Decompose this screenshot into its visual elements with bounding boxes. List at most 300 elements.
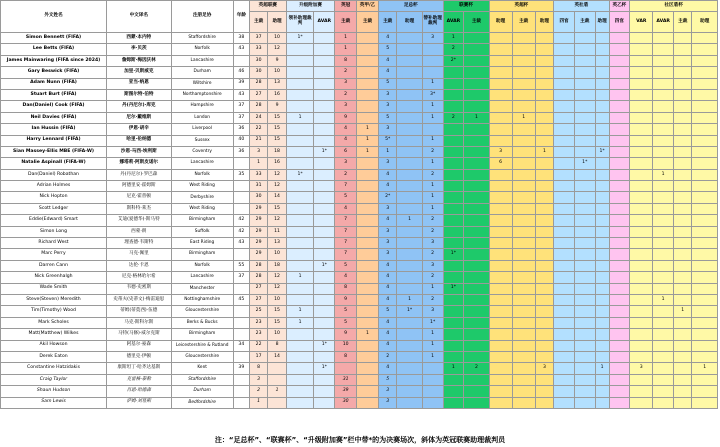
stat-cell: 3 (378, 124, 396, 135)
stat-cell (674, 89, 692, 100)
stat-cell (464, 124, 489, 135)
stat-cell (286, 386, 314, 397)
stat-cell: 28 (249, 101, 267, 112)
role-header: 助理 (268, 12, 286, 33)
stat-cell: 17 (249, 351, 267, 362)
stat-cell (554, 44, 575, 55)
stat-cell (512, 283, 535, 294)
role-header: 助理 (397, 12, 422, 33)
stat-cell: 1 (422, 340, 443, 351)
stat-cell: 18 (268, 260, 286, 271)
stat-cell (630, 317, 653, 328)
stat-cell (357, 192, 379, 203)
stat-cell (314, 317, 335, 328)
stat-cell (443, 272, 464, 283)
stat-cell (397, 249, 422, 260)
stat-cell (512, 272, 535, 283)
stat-cell: 29 (249, 249, 267, 260)
stat-cell: 33 (249, 169, 267, 180)
stat-cell (692, 238, 718, 249)
stat-cell (554, 55, 575, 66)
age: 37 (233, 112, 249, 123)
chinese-name: 韦德·史密斯 (107, 283, 172, 294)
stat-cell (574, 317, 595, 328)
stat-cell (422, 386, 443, 397)
stat-cell (574, 340, 595, 351)
stat-cell: 4 (378, 181, 396, 192)
county: Berks & Bucks (171, 317, 233, 328)
stat-cell (286, 397, 314, 408)
stat-cell (535, 192, 553, 203)
stat-cell (692, 78, 718, 89)
stat-cell (397, 226, 422, 237)
stat-cell (443, 215, 464, 226)
stat-cell (535, 351, 553, 362)
stat-cell (630, 260, 653, 271)
stat-cell (314, 55, 335, 66)
stat-cell: 28 (249, 78, 267, 89)
chinese-name: 丹(丹尼尔)·库克 (107, 101, 172, 112)
stat-cell (535, 306, 553, 317)
stat-cell (609, 317, 630, 328)
referee-name: Ian Hussin (FIFA) (1, 124, 107, 135)
stat-cell: 4 (335, 203, 357, 214)
stat-cell (314, 215, 335, 226)
county: West Riding (171, 203, 233, 214)
stat-cell (357, 101, 379, 112)
stat-cell (357, 158, 379, 169)
stat-cell (674, 260, 692, 271)
stat-cell (609, 386, 630, 397)
stat-cell: 3 (378, 386, 396, 397)
stat-cell (464, 397, 489, 408)
stat-cell (574, 260, 595, 271)
stat-cell: 3 (378, 226, 396, 237)
stat-cell (595, 238, 609, 249)
county: Lancashire (171, 158, 233, 169)
stat-cell (397, 363, 422, 374)
stat-cell (357, 203, 379, 214)
chinese-name: 艾迪(爱德华)·斯马特 (107, 215, 172, 226)
stat-cell (464, 294, 489, 305)
role-header: AVAR (653, 12, 674, 33)
stat-cell: 29 (249, 226, 267, 237)
stat-cell (574, 351, 595, 362)
stat-cell: 25 (249, 306, 267, 317)
stat-cell: 4 (378, 33, 396, 44)
stat-cell: 5* (378, 135, 396, 146)
referee-name: Derek Eaton (1, 351, 107, 362)
stat-cell (692, 192, 718, 203)
table-row (1, 67, 718, 78)
referee-name: Adam Nunn (FIFA) (1, 78, 107, 89)
stat-cell: 1 (286, 317, 314, 328)
stat-cell (692, 89, 718, 100)
role-header: 助理 (692, 12, 718, 33)
stat-cell: 28 (249, 260, 267, 271)
age (233, 306, 249, 317)
stat-cell (314, 78, 335, 89)
age: 37 (233, 272, 249, 283)
stat-cell (512, 203, 535, 214)
stat-cell (314, 158, 335, 169)
stat-cell: 1 (443, 33, 464, 44)
stat-cell: 11 (268, 226, 286, 237)
referee-name: Marc Perry (1, 249, 107, 260)
stat-cell: 1 (286, 272, 314, 283)
stat-cell: 4 (378, 283, 396, 294)
stat-cell (630, 124, 653, 135)
stat-cell (609, 363, 630, 374)
stat-cell (595, 112, 609, 123)
stat-cell (574, 363, 595, 374)
stat-cell (535, 249, 553, 260)
role-header: VAR (630, 12, 653, 33)
stat-cell (443, 89, 464, 100)
age: 42 (233, 226, 249, 237)
stat-cell (595, 317, 609, 328)
stat-cell (574, 192, 595, 203)
age (233, 317, 249, 328)
chinese-name: 克雷格·泰勒 (107, 374, 172, 385)
role-header: 替补助理裁判 (422, 12, 443, 33)
stat-cell (554, 112, 575, 123)
stat-cell (314, 283, 335, 294)
stat-cell (554, 306, 575, 317)
stat-cell: 29 (249, 203, 267, 214)
stat-cell (692, 340, 718, 351)
stat-cell (630, 215, 653, 226)
stat-cell (609, 238, 630, 249)
stat-cell: 1 (422, 158, 443, 169)
stat-cell (397, 351, 422, 362)
stat-cell (554, 272, 575, 283)
age: 36 (233, 146, 249, 157)
stat-cell: 1 (357, 124, 379, 135)
stat-cell (574, 101, 595, 112)
table-row (1, 283, 718, 294)
stat-cell: 9 (335, 329, 357, 340)
stat-cell (397, 181, 422, 192)
chinese-name: 马克·斯科尔斯 (107, 317, 172, 328)
stat-cell (609, 192, 630, 203)
stat-cell (609, 226, 630, 237)
stat-cell (535, 238, 553, 249)
chinese-name: 尼克·格林哈尔希 (107, 272, 172, 283)
stat-cell: 1 (268, 386, 286, 397)
stat-cell (630, 294, 653, 305)
stat-cell (422, 374, 443, 385)
stat-cell (464, 158, 489, 169)
age (233, 329, 249, 340)
county: Birmingham (171, 249, 233, 260)
county: Norfolk (171, 260, 233, 271)
stat-cell (630, 203, 653, 214)
age: 46 (233, 67, 249, 78)
stat-cell (674, 55, 692, 66)
stat-cell (489, 260, 512, 271)
stat-cell (357, 386, 379, 397)
county: West Riding (171, 181, 233, 192)
stat-cell (630, 351, 653, 362)
stat-cell: 1 (422, 101, 443, 112)
stat-cell: 1 (335, 33, 357, 44)
stat-cell: 1 (674, 306, 692, 317)
stat-cell (357, 33, 379, 44)
stat-cell (357, 67, 379, 78)
stat-cell: 1 (422, 78, 443, 89)
stat-cell (286, 78, 314, 89)
stat-cell: 8 (249, 363, 267, 374)
stat-cell: 27 (249, 294, 267, 305)
stat-cell (609, 169, 630, 180)
stat-cell (609, 397, 630, 408)
stat-cell: 10 (335, 340, 357, 351)
stat-cell (464, 272, 489, 283)
stat-cell (512, 192, 535, 203)
stat-cell (512, 181, 535, 192)
footnote: 注：“足总杯”、“联赛杯”、“升级附加赛”栏中带*的为决赛场次，斜体为英冠联赛助理裁判员 (214, 436, 506, 444)
stat-cell (574, 283, 595, 294)
stat-cell (464, 55, 489, 66)
stat-cell (286, 55, 314, 66)
stat-cell (674, 101, 692, 112)
stat-cell (464, 317, 489, 328)
stat-cell: 1 (535, 146, 553, 157)
header-row-groups (1, 1, 718, 12)
referee-name: Gary Beswick (FIFA) (1, 67, 107, 78)
stat-cell (464, 215, 489, 226)
table-row (1, 203, 718, 214)
chinese-name: 沙恩·马西-埃利斯 (107, 146, 172, 157)
county: Nottinghamshire (171, 294, 233, 305)
stat-cell (692, 386, 718, 397)
stat-cell (554, 203, 575, 214)
stat-cell: 7 (335, 226, 357, 237)
stat-cell (674, 386, 692, 397)
stat-cell: 2 (422, 226, 443, 237)
stat-cell: 4 (378, 169, 396, 180)
stat-cell (535, 181, 553, 192)
stat-cell (574, 67, 595, 78)
stat-cell (674, 192, 692, 203)
stat-cell (674, 272, 692, 283)
stat-cell (397, 169, 422, 180)
stat-cell: 13 (268, 238, 286, 249)
table-row (1, 146, 718, 157)
stat-cell (674, 317, 692, 328)
stat-cell: 1 (249, 397, 267, 408)
stat-cell (286, 351, 314, 362)
stat-cell (595, 203, 609, 214)
stat-cell: 1 (357, 146, 379, 157)
stat-cell (595, 351, 609, 362)
stat-cell (314, 226, 335, 237)
stat-cell (692, 169, 718, 180)
stat-cell (443, 203, 464, 214)
stat-cell (286, 146, 314, 157)
age (233, 192, 249, 203)
chinese-name: 亚当·纳恩 (107, 78, 172, 89)
stat-cell (489, 329, 512, 340)
stat-cell (268, 374, 286, 385)
referee-name: Wade Smith (1, 283, 107, 294)
stat-cell (535, 78, 553, 89)
stat-cell (630, 55, 653, 66)
stat-cell (574, 112, 595, 123)
stat-cell (314, 112, 335, 123)
stat-cell: 1* (397, 306, 422, 317)
stat-cell (535, 101, 553, 112)
stat-cell (443, 101, 464, 112)
stat-cell (357, 55, 379, 66)
stat-cell (595, 44, 609, 55)
stat-cell (653, 226, 674, 237)
stat-cell (286, 283, 314, 294)
stat-cell: 33 (249, 44, 267, 55)
referee-name: Scott Ledger (1, 203, 107, 214)
stat-cell (554, 124, 575, 135)
stat-cell (630, 101, 653, 112)
age: 39 (233, 363, 249, 374)
stat-cell (443, 386, 464, 397)
stat-cell (630, 272, 653, 283)
chinese-name: 尼克·霍普顿 (107, 192, 172, 203)
stat-cell (464, 78, 489, 89)
stat-cell (653, 351, 674, 362)
stat-cell (653, 124, 674, 135)
stat-cell (630, 226, 653, 237)
stat-cell: 1* (443, 283, 464, 294)
stat-cell (286, 363, 314, 374)
stat-cell (609, 55, 630, 66)
stat-cell (630, 181, 653, 192)
stat-cell: 3 (378, 101, 396, 112)
stat-cell (554, 249, 575, 260)
stat-cell (630, 135, 653, 146)
county: Suffolk (171, 226, 233, 237)
stat-cell (512, 215, 535, 226)
table-row (1, 306, 718, 317)
stat-cell (653, 340, 674, 351)
stat-cell (357, 181, 379, 192)
stat-cell (692, 329, 718, 340)
stat-cell (443, 78, 464, 89)
stat-cell (512, 260, 535, 271)
stat-cell: 3 (422, 33, 443, 44)
role-header: 主裁 (464, 12, 489, 33)
stat-cell (595, 78, 609, 89)
stat-cell: 1 (692, 363, 718, 374)
stat-cell (286, 203, 314, 214)
stat-cell: 3 (422, 238, 443, 249)
stat-cell (464, 351, 489, 362)
stat-cell (443, 158, 464, 169)
stat-cell (489, 101, 512, 112)
stat-cell (554, 169, 575, 180)
stat-cell: 2 (422, 146, 443, 157)
stat-cell: 16 (268, 158, 286, 169)
stat-cell (692, 283, 718, 294)
chinese-name: 蒂姆(蒂莫西)·伍德 (107, 306, 172, 317)
stat-cell (314, 386, 335, 397)
stat-cell: 30 (335, 397, 357, 408)
stat-cell (286, 135, 314, 146)
stat-cell (443, 169, 464, 180)
stat-cell (674, 146, 692, 157)
stat-cell (609, 351, 630, 362)
stat-cell (692, 317, 718, 328)
stat-cell: 12 (268, 272, 286, 283)
stat-cell (535, 215, 553, 226)
stat-cell: 3* (422, 89, 443, 100)
table-row (1, 124, 718, 135)
age: 39 (233, 78, 249, 89)
stat-cell (357, 294, 379, 305)
stat-cell (609, 203, 630, 214)
stat-cell: 3 (378, 238, 396, 249)
group-header: 英冠 (335, 1, 357, 12)
stat-cell: 5 (335, 317, 357, 328)
role-header: 四官 (554, 12, 575, 33)
stat-cell (443, 329, 464, 340)
stat-cell (314, 67, 335, 78)
stat-cell (595, 67, 609, 78)
stat-cell (489, 374, 512, 385)
county: Gloucestershire (171, 306, 233, 317)
stat-cell: 12 (268, 169, 286, 180)
stat-cell (357, 306, 379, 317)
stat-cell (609, 306, 630, 317)
stat-cell: 1 (286, 112, 314, 123)
stat-cell: 3 (335, 101, 357, 112)
stat-cell: 1 (397, 294, 422, 305)
stat-cell (554, 89, 575, 100)
table-row (1, 181, 718, 192)
age: 34 (233, 340, 249, 351)
stat-cell (595, 89, 609, 100)
stat-cell: 1 (422, 283, 443, 294)
stat-cell: 27 (249, 283, 267, 294)
stat-cell (630, 386, 653, 397)
stat-cell (674, 67, 692, 78)
stat-cell (512, 124, 535, 135)
stat-cell (609, 181, 630, 192)
stat-cell (397, 317, 422, 328)
stat-cell (314, 351, 335, 362)
stat-cell (397, 340, 422, 351)
stat-cell (512, 249, 535, 260)
stat-cell (489, 124, 512, 135)
referee-name: Matt(Matthew) Wilkes (1, 329, 107, 340)
stat-cell (674, 363, 692, 374)
age (233, 249, 249, 260)
stat-cell (653, 135, 674, 146)
stat-cell (512, 374, 535, 385)
county: Durham (171, 67, 233, 78)
table-row (1, 260, 718, 271)
age (233, 158, 249, 169)
stat-cell (397, 238, 422, 249)
stat-cell (512, 135, 535, 146)
stat-cell: 1* (314, 260, 335, 271)
stat-cell (554, 317, 575, 328)
stat-cell (609, 135, 630, 146)
stat-cell (554, 294, 575, 305)
stat-cell (357, 249, 379, 260)
stat-cell: 10 (268, 294, 286, 305)
stat-cell (574, 169, 595, 180)
